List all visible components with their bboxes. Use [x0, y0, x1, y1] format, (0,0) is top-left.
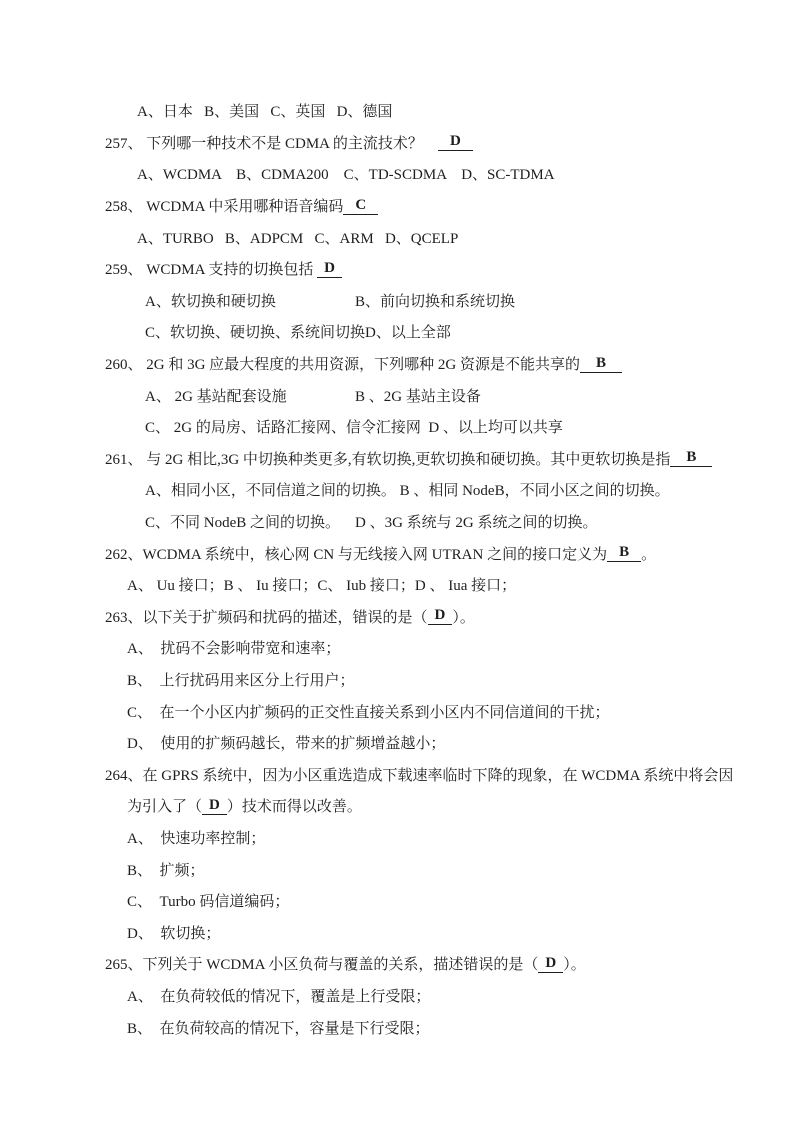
option-d: D 、3G 系统与 2G 系统之间的切换。 [355, 515, 598, 532]
answer-blank: D [428, 607, 453, 625]
option-b: B、 扩频； [127, 862, 205, 879]
question-258-stem [0, 190, 800, 222]
option-d: D 、以上均可以共享 [428, 420, 563, 437]
option-b: B 、2G 基站主设备 [355, 388, 481, 405]
question-259-options-row-1 [0, 285, 800, 317]
question-264-stem-line-2 [0, 790, 800, 822]
stem-text: 261、 与 2G 相比,3G 中切换种类更多,有软切换,更软切换和硬切换。其中更软切换是指 [105, 451, 671, 468]
option-c: C、 在一个小区内扩频码的正交性直接关系到小区内不同信道间的干扰； [127, 704, 610, 721]
option-a: A、 2G 基站配套设施 [145, 388, 287, 405]
question-263-option-c [0, 695, 800, 727]
options-text: A、TURBO B、ADPCM C、ARM D、QCELP [137, 230, 459, 247]
question-264-stem-line-1 [0, 758, 800, 790]
question-260-options-row-2 [0, 411, 800, 443]
question-262-options-row [0, 569, 800, 601]
stem-text: 258、 WCDMA 中采用哪种语音编码 [105, 199, 344, 216]
question-257-stem [0, 127, 800, 159]
question-263-option-b [0, 664, 800, 696]
question-260-stem [0, 348, 800, 380]
stem-text: 263、以下关于扩频码和扰码的描述，错误的是（ [105, 609, 428, 626]
question-258-options-row [0, 221, 800, 253]
stem-text-end: ）。 [563, 957, 586, 974]
answer-blank: B [670, 449, 712, 467]
option-d: D、 软切换； [127, 925, 221, 942]
option-a: A、 在负荷较低的情况下，覆盖是上行受限； [127, 988, 431, 1005]
stem-text-end: 。 [641, 546, 657, 563]
question-265-option-a [0, 980, 800, 1012]
option-a: A、相同小区，不同信道之间的切换。 [145, 483, 400, 500]
answer-blank: D [438, 133, 473, 151]
question-264-option-a [0, 822, 800, 854]
question-263-option-a [0, 632, 800, 664]
question-264-option-b [0, 853, 800, 885]
question-260-options-row-1 [0, 379, 800, 411]
answer-blank: D [538, 955, 563, 973]
option-a: A、 快速功率控制； [127, 830, 266, 847]
option-c: C、软切换、硬切换、系统间切换 [145, 325, 366, 342]
question-261-stem [0, 443, 800, 475]
question-261-options-row-2 [0, 506, 800, 538]
stem-text-end: ）技术而得以改善。 [226, 799, 362, 816]
question-257-options-row [0, 158, 800, 190]
options-text: A、日本 B、美国 C、英国 D、德国 [137, 104, 393, 121]
option-d: D、以上全部 [365, 325, 451, 342]
stem-text-end: ）。 [452, 609, 475, 626]
option-a: A、 扰码不会影响带宽和速率； [127, 641, 341, 658]
stem-text: 264、在 GPRS 系统中，因为小区重选造成下载速率临时下降的现象，在 WCDMA 系统中将会因 [105, 767, 734, 784]
option-d: D、 使用的扩频码越长，带来的扩频增益越小； [127, 736, 446, 753]
option-b: B、 上行扰码用来区分上行用户； [127, 672, 355, 689]
stem-text: 为引入了（ [127, 799, 203, 816]
stem-text: 265、下列关于 WCDMA 小区负荷与覆盖的关系，描述错误的是（ [105, 957, 539, 974]
question-261-options-row-1 [0, 474, 800, 506]
stem-text: 262、WCDMA 系统中，核心网 CN 与无线接入网 UTRAN 之间的接口定义为 [105, 546, 608, 563]
question-256-options-row [0, 95, 800, 127]
question-264-option-c [0, 885, 800, 917]
question-262-stem [0, 537, 800, 569]
stem-text: 260、 2G 和 3G 应最大程度的共用资源，下列哪种 2G 资源是不能共享的 [105, 357, 581, 374]
question-259-stem [0, 253, 800, 285]
options-text: A、 Uu 接口；B 、 Iu 接口；C、 Iub 接口；D 、 Iua 接口； [127, 578, 517, 595]
question-263-option-d [0, 727, 800, 759]
answer-blank: B [607, 544, 641, 562]
question-259-options-row-2 [0, 316, 800, 348]
stem-text: 259、 WCDMA 支持的切换包括 [105, 262, 318, 279]
answer-blank: B [580, 355, 622, 373]
question-264-option-d [0, 916, 800, 948]
question-265-stem [0, 948, 800, 980]
question-265-option-b [0, 1011, 800, 1043]
option-b: B 、相同 NodeB，不同小区之间的切换。 [399, 483, 670, 500]
stem-text: 257、 下列哪一种技术不是 CDMA 的主流技术？ [105, 135, 438, 152]
option-c: C、 Turbo 码信道编码； [127, 894, 290, 911]
option-a: A、软切换和硬切换 [145, 293, 276, 310]
answer-blank: D [202, 797, 227, 815]
option-b: B、前向切换和系统切换 [355, 293, 516, 310]
question-263-stem [0, 601, 800, 633]
option-c: C、不同 NodeB 之间的切换。 [145, 515, 341, 532]
answer-blank: C [343, 197, 378, 215]
option-c: C、 2G 的局房、话路汇接网、信令汇接网 [145, 420, 429, 437]
option-b: B、 在负荷较高的情况下，容量是下行受限； [127, 1020, 430, 1037]
answer-blank: D [317, 260, 342, 278]
options-text: A、WCDMA B、CDMA200 C、TD-SCDMA D、SC-TDMA [137, 167, 555, 184]
